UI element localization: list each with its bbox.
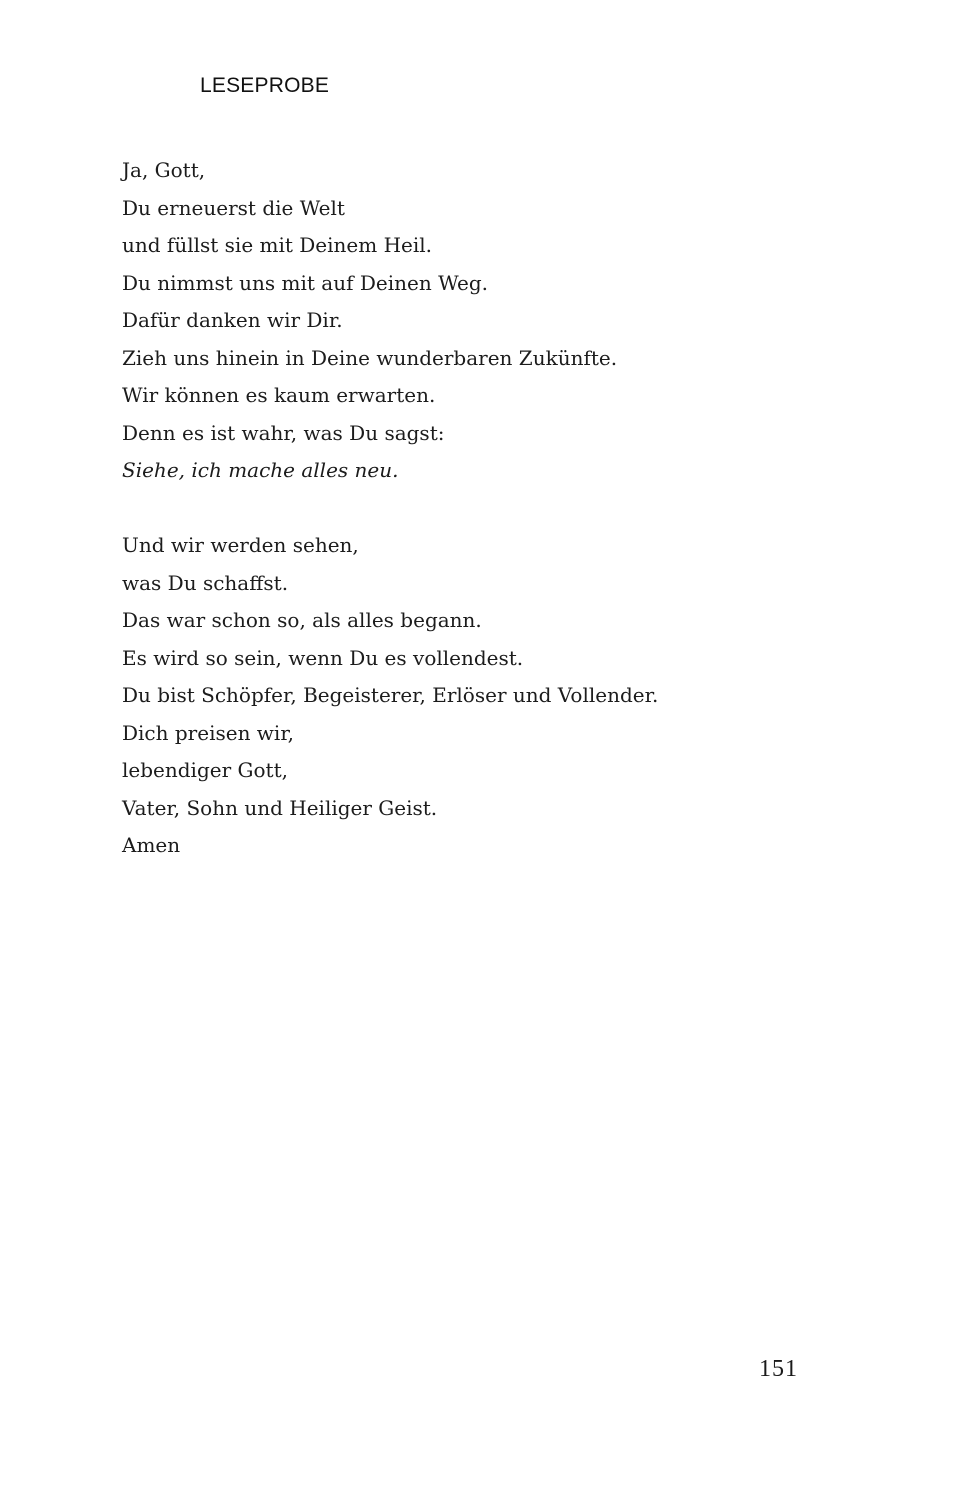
poem-line: Vater, Sohn und Heiliger Geist. [122, 795, 438, 820]
poem-line: Du nimmst uns mit auf Deinen Weg. [122, 270, 488, 295]
prayer-text [122, 152, 822, 865]
poem-line-amen: Amen [122, 833, 181, 857]
stanza-1 [122, 152, 822, 490]
stanza-2 [122, 527, 822, 865]
poem-line: lebendiger Gott, [122, 758, 288, 782]
poem-line: was Du schaffst. [122, 570, 289, 595]
poem-line: Ja, Gott, [122, 158, 206, 182]
poem-line: Dich preisen wir, [122, 720, 295, 745]
poem-line-quote: Siehe, ich mache alles neu. [122, 458, 399, 482]
poem-line: Du erneuerst die Welt [122, 195, 345, 220]
poem-line: und füllst sie mit Deinem Heil. [122, 233, 432, 257]
poem-line: Das war schon so, als alles begann. [122, 608, 482, 632]
page-header-label: LESEPROBE [200, 74, 330, 97]
poem-line: Es wird so sein, wenn Du es vollendest. [122, 645, 524, 670]
poem-line: Du bist Schöpfer, Begeisterer, Erlöser und Vollender. [122, 683, 659, 707]
page-number: 151 [759, 1356, 798, 1382]
poem-line: Wir können es kaum erwarten. [122, 383, 436, 407]
poem-line: Zieh uns hinein in Deine wunderbaren Zukünfte. [122, 345, 618, 370]
poem-line: Denn es ist wahr, was Du sagst: [122, 420, 445, 445]
poem-line: Dafür danken wir Dir. [122, 308, 343, 332]
poem-line: Und wir werden sehen, [122, 533, 359, 557]
